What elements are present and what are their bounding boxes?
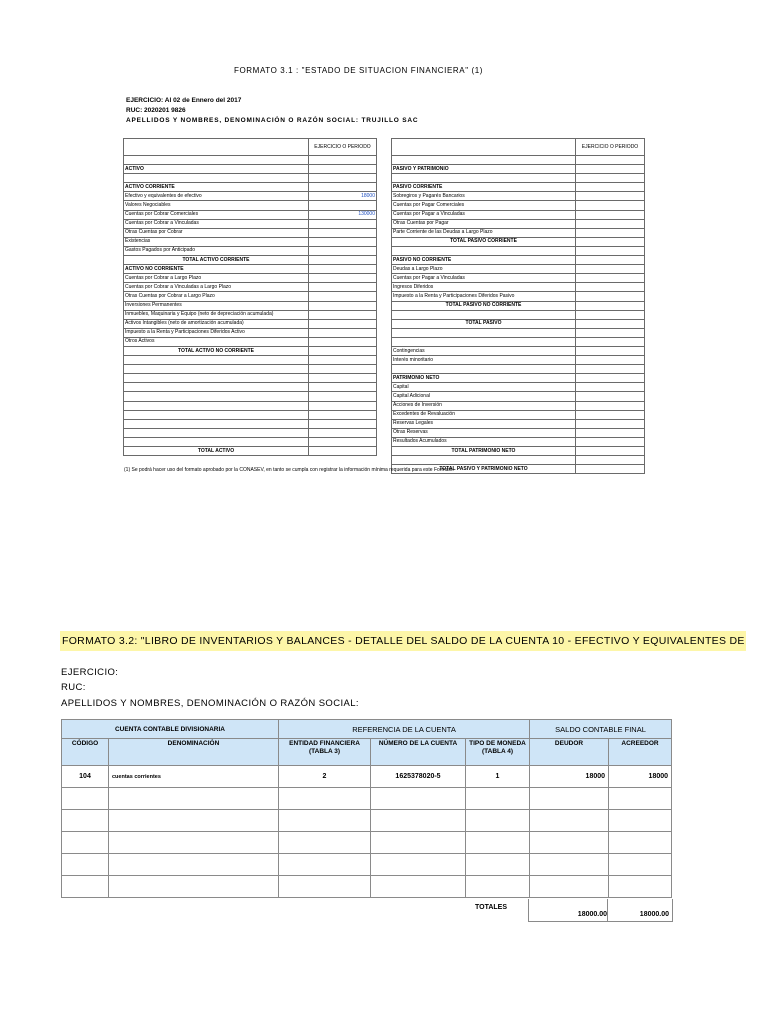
cell-deudor: [530, 854, 609, 876]
pasivo-row-value: [576, 337, 645, 346]
activo-row-label: [124, 374, 309, 383]
group-cuenta-contable: CUENTA CONTABLE DIVISIONARIA: [62, 720, 279, 739]
pasivo-row-label: TOTAL PASIVO Y PATRIMONIO NETO: [392, 465, 576, 474]
activo-row: [124, 165, 377, 174]
pasivo-row-label: [392, 456, 576, 465]
cell-deudor: [530, 810, 609, 832]
pasivo-row-value: [576, 310, 645, 319]
cell-entidad: 2: [279, 766, 371, 788]
activo-row-label: Otras Cuentas por Cobrar a Largo Plazo: [124, 292, 309, 301]
activo-col-ejercicio: EJERCICIO O PERIODO: [309, 139, 377, 156]
activo-row-label: Existencias: [124, 237, 309, 246]
group-saldo-contable: SALDO CONTABLE FINAL: [530, 720, 672, 739]
formato31-ruc: RUC: 2020201 9826: [126, 107, 186, 114]
pasivo-row: [392, 365, 645, 374]
pasivo-row-value: [576, 437, 645, 446]
libro-row: [62, 810, 672, 832]
formato31-ejercicio: EJERCICIO: Al 02 de Ennero del 2017: [126, 97, 242, 104]
activo-row-label: Gastos Pagados por Anticipado: [124, 246, 309, 255]
cell-codigo: [62, 876, 109, 898]
activo-row-value: [309, 319, 377, 328]
activo-row: [124, 328, 377, 337]
pasivo-row-value: [576, 165, 645, 174]
activo-row: [124, 237, 377, 246]
pasivo-row-label: Acciones de Inversión: [392, 401, 576, 410]
pasivo-row: [392, 428, 645, 437]
pasivo-row-value: [576, 328, 645, 337]
activo-row-value: [309, 283, 377, 292]
activo-row-value: [309, 156, 377, 165]
pasivo-row: [392, 265, 645, 274]
activo-row-label: Otros Activos: [124, 337, 309, 346]
activo-row-label: [124, 156, 309, 165]
activo-row: [124, 319, 377, 328]
activo-row-label: Efectivo y equivalentes de efectivo: [124, 192, 309, 201]
pasivo-row: [392, 237, 645, 246]
cell-entidad: [279, 854, 371, 876]
activo-row: [124, 410, 377, 419]
col-codigo: CÓDIGO: [62, 739, 109, 766]
pasivo-row-label: Contingencias: [392, 346, 576, 355]
activo-row-label: [124, 356, 309, 365]
activo-row: [124, 183, 377, 192]
activo-row: [124, 228, 377, 237]
activo-row-label: [124, 410, 309, 419]
activo-row-value: [309, 428, 377, 437]
pasivo-row-label: Excedentes de Revaluación: [392, 410, 576, 419]
activo-row-label: [124, 419, 309, 428]
pasivo-row-label: Capital Adicional: [392, 392, 576, 401]
activo-row-value: [309, 374, 377, 383]
libro-row: [62, 788, 672, 810]
cell-moneda: [466, 810, 530, 832]
libro-row: [62, 876, 672, 898]
activo-row: [124, 365, 377, 374]
activo-row: [124, 401, 377, 410]
pasivo-row: [392, 183, 645, 192]
cell-acreedor: [609, 788, 672, 810]
cell-deudor: [530, 876, 609, 898]
activo-row-label: Impuesto a la Renta y Participaciones Diferidos Activo: [124, 328, 309, 337]
pasivo-row-value: [576, 174, 645, 183]
activo-row: [124, 447, 377, 456]
activo-row-label: Valores Negociables: [124, 201, 309, 210]
activo-row-value: [309, 437, 377, 446]
activo-header-blank: [124, 139, 309, 156]
pasivo-row: [392, 174, 645, 183]
activo-row-value: [309, 183, 377, 192]
activo-row: [124, 219, 377, 228]
pasivo-row-label: Resultados Acumulados: [392, 437, 576, 446]
cell-codigo: [62, 788, 109, 810]
pasivo-row-value: [576, 156, 645, 165]
pasivo-row: [392, 256, 645, 265]
total-deudor: 18000.00: [577, 911, 607, 918]
activo-row: [124, 246, 377, 255]
cell-codigo: [62, 810, 109, 832]
activo-row-value: [309, 365, 377, 374]
cell-moneda: 1: [466, 766, 530, 788]
activo-row: [124, 346, 377, 355]
pasivo-row: [392, 410, 645, 419]
pasivo-row-value: [576, 447, 645, 456]
activo-row-value: [309, 274, 377, 283]
cell-moneda: [466, 876, 530, 898]
formato31-header: [126, 96, 418, 126]
formato31-apellidos: APELLIDOS Y NOMBRES, DENOMINACIÓN O RAZÓN SOCIAL: TRUJILLO SAC: [126, 117, 419, 124]
cell-entidad: [279, 832, 371, 854]
pasivo-row-label: PASIVO CORRIENTE: [392, 183, 576, 192]
formato32-ejercicio: EJERCICIO:: [61, 667, 119, 678]
cell-codigo: [62, 832, 109, 854]
activo-row-label: [124, 428, 309, 437]
formato32-title: FORMATO 3.2: "LIBRO DE INVENTARIOS Y BALANCES - DETALLE DEL SALDO DE LA CUENTA 10 - EFECTIVO Y EQUIVALENTES DE: [60, 631, 746, 651]
cell-moneda: [466, 832, 530, 854]
pasivo-row: [392, 228, 645, 237]
cell-acreedor: [609, 832, 672, 854]
activo-row-value: [309, 165, 377, 174]
pasivo-row: [392, 456, 645, 465]
pasivo-row-value: [576, 237, 645, 246]
cell-numero: [371, 876, 466, 898]
cell-deudor: [530, 832, 609, 854]
activo-row: [124, 392, 377, 401]
pasivo-row-value: [576, 292, 645, 301]
libro-row: [62, 766, 672, 788]
activo-row-label: TOTAL ACTIVO CORRIENTE: [124, 256, 309, 265]
pasivo-col-ejercicio: EJERCICIO O PERIODO: [576, 139, 645, 156]
activo-row-label: [124, 383, 309, 392]
libro-table: [61, 719, 672, 898]
activo-table: [123, 138, 377, 456]
pasivo-row-value: [576, 383, 645, 392]
activo-row-value: 130000: [309, 210, 377, 219]
activo-row: [124, 265, 377, 274]
pasivo-header-blank: [392, 139, 576, 156]
activo-row-value: 18000: [309, 192, 377, 201]
activo-row-label: [124, 437, 309, 446]
col-numero-cuenta: NÚMERO DE LA CUENTA: [371, 739, 466, 766]
pasivo-row-label: Otras Cuentas por Pagar: [392, 219, 576, 228]
activo-row-label: Cuentas por Cobrar a Vinculadas: [124, 219, 309, 228]
pasivo-row: [392, 319, 645, 328]
activo-row-value: [309, 265, 377, 274]
activo-row-value: [309, 410, 377, 419]
cell-denominacion: cuentas corrientes: [109, 766, 279, 788]
pasivo-row-value: [576, 219, 645, 228]
pasivo-row-value: [576, 456, 645, 465]
pasivo-row-label: [392, 328, 576, 337]
cell-denominacion: [109, 832, 279, 854]
activo-row: [124, 256, 377, 265]
activo-row: [124, 383, 377, 392]
pasivo-row-value: [576, 392, 645, 401]
pasivo-row: [392, 447, 645, 456]
pasivo-row-label: [392, 174, 576, 183]
col-denominacion: DENOMINACIÓN: [109, 739, 279, 766]
activo-row-value: [309, 301, 377, 310]
activo-row-value: [309, 401, 377, 410]
activo-row-value: [309, 246, 377, 255]
cell-numero: [371, 854, 466, 876]
pasivo-row-label: [392, 365, 576, 374]
activo-row-label: TOTAL ACTIVO NO CORRIENTE: [124, 346, 309, 355]
activo-row-label: ACTIVO NO CORRIENTE: [124, 265, 309, 274]
activo-row: [124, 292, 377, 301]
libro-row: [62, 854, 672, 876]
pasivo-row-value: [576, 246, 645, 255]
pasivo-row-label: TOTAL PASIVO NO CORRIENTE: [392, 301, 576, 310]
pasivo-row-label: Ingresos Diferidos: [392, 283, 576, 292]
activo-row: [124, 356, 377, 365]
pasivo-row-value: [576, 210, 645, 219]
total-acreedor: 18000.00: [639, 911, 669, 918]
pasivo-row-value: [576, 256, 645, 265]
activo-row: [124, 192, 377, 201]
pasivo-row-label: [392, 337, 576, 346]
activo-row-value: [309, 447, 377, 456]
formato32-ruc: RUC:: [61, 682, 86, 693]
activo-row: [124, 419, 377, 428]
pasivo-row-label: Cuentas por Pagar a Vinculadas: [392, 210, 576, 219]
activo-header-row: [124, 139, 377, 156]
pasivo-row-value: [576, 365, 645, 374]
activo-row-label: Cuentas por Cobrar a Largo Plazo: [124, 274, 309, 283]
pasivo-row: [392, 383, 645, 392]
pasivo-row: [392, 356, 645, 365]
pasivo-row-value: [576, 201, 645, 210]
pasivo-row-value: [576, 183, 645, 192]
formato32-apellidos: APELLIDOS Y NOMBRES, DENOMINACIÓN O RAZÓN SOCIAL:: [61, 698, 359, 709]
activo-row-value: [309, 419, 377, 428]
pasivo-row: [392, 301, 645, 310]
cell-codigo: [62, 854, 109, 876]
cell-deudor: [530, 788, 609, 810]
pasivo-row: [392, 165, 645, 174]
pasivo-row: [392, 392, 645, 401]
activo-row-label: ACTIVO CORRIENTE: [124, 183, 309, 192]
pasivo-row-value: [576, 192, 645, 201]
activo-row-label: [124, 401, 309, 410]
activo-row-value: [309, 337, 377, 346]
activo-row-label: Cuentas por Cobrar Comerciales: [124, 210, 309, 219]
pasivo-row-label: Impuesto a la Renta y Participaciones Diferidos Pasivo: [392, 292, 576, 301]
cell-moneda: [466, 854, 530, 876]
pasivo-row-label: Parte Corriente de las Deudas a Largo Plazo: [392, 228, 576, 237]
activo-row: [124, 283, 377, 292]
cell-denominacion: [109, 788, 279, 810]
activo-row-value: [309, 392, 377, 401]
activo-row-value: [309, 346, 377, 355]
pasivo-row-value: [576, 428, 645, 437]
cell-entidad: [279, 810, 371, 832]
pasivo-row: [392, 419, 645, 428]
activo-row: [124, 174, 377, 183]
activo-row-value: [309, 292, 377, 301]
pasivo-row-label: Deudas a Largo Plazo: [392, 265, 576, 274]
pasivo-row-value: [576, 410, 645, 419]
cell-acreedor: [609, 810, 672, 832]
pasivo-row: [392, 156, 645, 165]
col-tipo-moneda: TIPO DE MONEDA (TABLA 4): [466, 739, 530, 766]
pasivo-row-label: TOTAL PATRIMONIO NETO: [392, 447, 576, 456]
pasivo-row: [392, 310, 645, 319]
pasivo-row: [392, 401, 645, 410]
col-deudor: DEUDOR: [530, 739, 609, 766]
pasivo-row: [392, 328, 645, 337]
activo-row: [124, 374, 377, 383]
activo-row-value: [309, 256, 377, 265]
activo-row-label: [124, 392, 309, 401]
pasivo-row-value: [576, 265, 645, 274]
activo-row-value: [309, 310, 377, 319]
cell-entidad: [279, 788, 371, 810]
pasivo-row-value: [576, 401, 645, 410]
activo-row: [124, 274, 377, 283]
pasivo-row-value: [576, 374, 645, 383]
cell-acreedor: [609, 854, 672, 876]
activo-row-value: [309, 201, 377, 210]
col-entidad-financiera: ENTIDAD FINANCIERA (TABLA 3): [279, 739, 371, 766]
totales-label: TOTALES: [475, 904, 508, 911]
cell-denominacion: [109, 810, 279, 832]
activo-row: [124, 337, 377, 346]
pasivo-row-label: [392, 246, 576, 255]
cell-entidad: [279, 876, 371, 898]
libro-group-header-row: [62, 720, 672, 739]
activo-row-value: [309, 383, 377, 392]
pasivo-row-label: Cuentas por Pagar Comerciales: [392, 201, 576, 210]
cell-acreedor: [609, 876, 672, 898]
group-referencia-cuenta: REFERENCIA DE LA CUENTA: [279, 720, 530, 739]
pasivo-row-label: Reservas Legales: [392, 419, 576, 428]
pasivo-row: [392, 283, 645, 292]
cell-moneda: [466, 788, 530, 810]
activo-row: [124, 210, 377, 219]
pasivo-row: [392, 437, 645, 446]
pasivo-row-value: [576, 283, 645, 292]
activo-row-label: TOTAL ACTIVO: [124, 447, 309, 456]
activo-row-label: Activos Intangibles (neto de amortización acumulada): [124, 319, 309, 328]
pasivo-row: [392, 210, 645, 219]
activo-row-label: [124, 365, 309, 374]
activo-row: [124, 428, 377, 437]
pasivo-row-label: PASIVO Y PATRIMONIO: [392, 165, 576, 174]
pasivo-row-value: [576, 346, 645, 355]
pasivo-row-label: Cuentas por Pagar a Vinculadas: [392, 274, 576, 283]
activo-row-value: [309, 228, 377, 237]
pasivo-row: [392, 374, 645, 383]
libro-row: [62, 832, 672, 854]
cell-deudor: 18000: [530, 766, 609, 788]
pasivo-row-value: [576, 228, 645, 237]
pasivo-row: [392, 201, 645, 210]
activo-row-label: Inmuebles, Maquinaria y Equipo (neto de depreciación acumulada): [124, 310, 309, 319]
cell-denominacion: [109, 854, 279, 876]
pasivo-row-label: [392, 310, 576, 319]
formato31-note: (1) Se podrá hacer uso del formato aprobado por la CONASEV, en tanto se cumpla con registrar la información mínima requerida para este Formato.: [124, 467, 454, 473]
pasivo-row-label: PATRIMONIO NETO: [392, 374, 576, 383]
pasivo-header-row: [392, 139, 645, 156]
activo-row: [124, 156, 377, 165]
pasivo-row-label: TOTAL PASIVO CORRIENTE: [392, 237, 576, 246]
pasivo-row: [392, 192, 645, 201]
cell-numero: [371, 810, 466, 832]
activo-row: [124, 437, 377, 446]
pasivo-row-value: [576, 356, 645, 365]
activo-row: [124, 310, 377, 319]
cell-codigo: 104: [62, 766, 109, 788]
activo-row-label: Otras Cuentas por Cobrar: [124, 228, 309, 237]
totales-divider: [607, 899, 608, 921]
formato31-title: FORMATO 3.1 : "ESTADO DE SITUACION FINANCIERA" (1): [234, 66, 484, 75]
activo-row-label: ACTIVO: [124, 165, 309, 174]
cell-numero: [371, 788, 466, 810]
pasivo-row-label: TOTAL PASIVO: [392, 319, 576, 328]
activo-row-value: [309, 174, 377, 183]
pasivo-row: [392, 219, 645, 228]
activo-row: [124, 201, 377, 210]
pasivo-row: [392, 346, 645, 355]
activo-row-value: [309, 328, 377, 337]
pasivo-row: [392, 337, 645, 346]
activo-row-label: Inversiones Permanentes: [124, 301, 309, 310]
pasivo-row-label: Sobregiros y Pagarés Bancarios: [392, 192, 576, 201]
activo-row-label: Cuentas por Cobrar a Vinculadas a Largo Plazo: [124, 283, 309, 292]
pasivo-table: [391, 138, 645, 474]
pasivo-row-label: Capital: [392, 383, 576, 392]
libro-col-header-row: [62, 739, 672, 766]
pasivo-row-label: Interés minoritario: [392, 356, 576, 365]
pasivo-row: [392, 246, 645, 255]
col-acreedor: ACREEDOR: [609, 739, 672, 766]
cell-numero: 1625378020-5: [371, 766, 466, 788]
pasivo-row: [392, 292, 645, 301]
activo-row-value: [309, 219, 377, 228]
activo-row: [124, 301, 377, 310]
pasivo-row-label: [392, 156, 576, 165]
pasivo-row-label: PASIVO NO CORRIENTE: [392, 256, 576, 265]
cell-acreedor: 18000: [609, 766, 672, 788]
pasivo-row: [392, 274, 645, 283]
pasivo-row-value: [576, 301, 645, 310]
cell-denominacion: [109, 876, 279, 898]
activo-row-label: [124, 174, 309, 183]
pasivo-row-value: [576, 274, 645, 283]
activo-row-value: [309, 237, 377, 246]
cell-numero: [371, 832, 466, 854]
pasivo-row-value: [576, 319, 645, 328]
pasivo-row-value: [576, 419, 645, 428]
activo-row-value: [309, 356, 377, 365]
pasivo-row-label: Otras Reservas: [392, 428, 576, 437]
pasivo-row-value: [576, 465, 645, 474]
